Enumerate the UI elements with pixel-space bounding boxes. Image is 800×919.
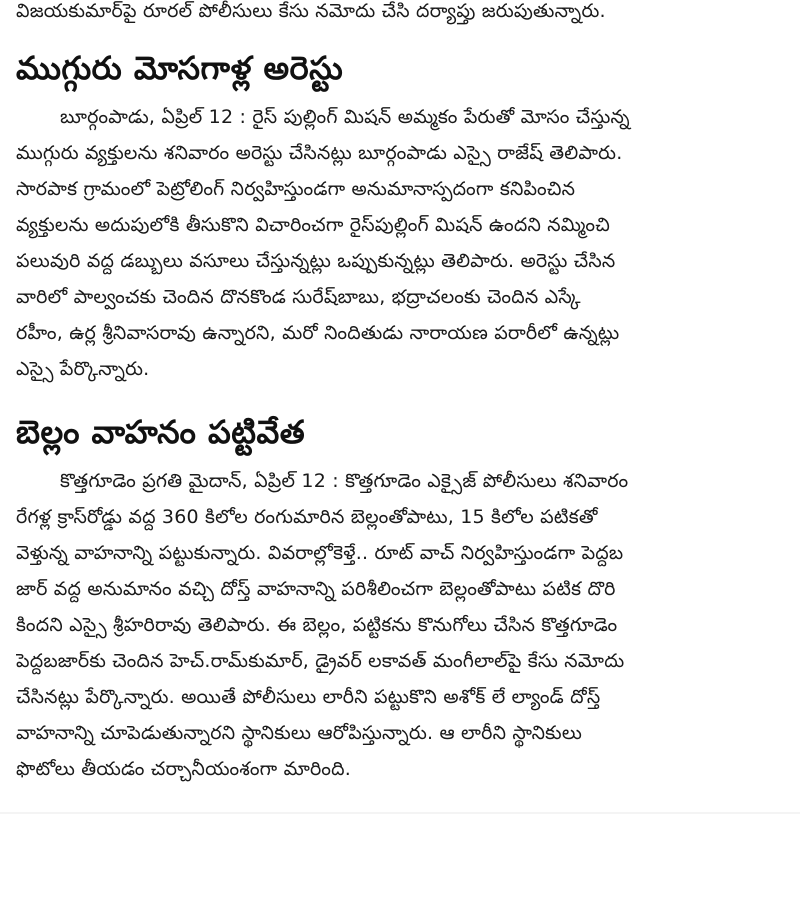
story2-line: కిందని ఎస్సై శ్రీహరిరావు తెలిపారు. ఈ బెల్లం, పట్టికను కొనుగోలు చేసిన కొత్తగూడెం: [16, 614, 618, 636]
story1-line: వారిలో పాల్వంచకు చెందిన దొనకొండ సురేష్‌బాబు, భద్రాచలంకు చెందిన ఎస్కే: [16, 286, 581, 308]
story2-line: జార్ వద్ద అనుమానం వచ్చి దోస్త్ వాహనాన్ని పరిశీలించగా బెల్లంతోపాటు పటిక దొరి: [16, 578, 616, 600]
story2-headline: బెల్లం వాహనం పట్టివేత: [16, 413, 306, 451]
story2-line: రేగళ్ల క్రాస్‌రోడ్డు వద్ద 360 కిలోల రంగుమారిన బెల్లంతోపాటు, 15 కిలోల పటికతో: [16, 506, 598, 528]
story2-line: వెళ్తున్న వాహనాన్ని పట్టుకున్నారు. వివరాల్లోకెళ్తే.. రూట్ వాచ్ నిర్వహిస్తుండగా పెద్దబ: [16, 542, 624, 564]
story2-line: కొత్తగూడెం ప్రగతి మైదాన్, ఏప్రిల్ 12 : కొత్తగూడెం ఎక్సైజ్ పోలీసులు శనివారం: [60, 470, 629, 492]
story1-line: ఎస్సై పేర్కొన్నారు.: [16, 358, 150, 380]
story2-line: పెద్దబజార్‌కు చెందిన హెచ్.రామ్‌కుమార్, డ్రైవర్ లకావత్ మంగీలాల్‌పై కేసు నమోదు: [16, 650, 625, 672]
story2-line: ఫొటోలు తీయడం చర్చానీయంశంగా మారింది.: [16, 758, 351, 780]
story2-line: వాహనాన్ని చూపెడుతున్నారని స్థానికులు ఆరోపిస్తున్నారు. ఆ లారీని స్థానికులు: [16, 722, 583, 744]
story1-line: పలువురి వద్ద డబ్బులు వసూలు చేస్తున్నట్లు ఒప్పుకున్నట్లు తెలిపారు. అరెస్టు చేసిన: [16, 250, 616, 272]
story1-line: రహీం, ఉర్ల శ్రీనివాసరావు ఉన్నారని, మరో నిందితుడు నారాయణ పరారీలో ఉన్నట్లు: [16, 322, 620, 344]
story1-line: సారపాక గ్రామంలో పెట్రోలింగ్ నిర్వహిస్తుండగా అనుమానాస్పదంగా కనిపించిన: [16, 178, 576, 200]
story1-headline: ముగ్గురు మోసగాళ్ల అరెస్టు: [16, 49, 344, 87]
page-divider: [0, 812, 800, 814]
previous-story-last-line: విజయకుమార్‌పై రూరల్ పోలీసులు కేసు నమోదు చేసి దర్యాప్తు జరుపుతున్నారు.: [16, 0, 606, 22]
story2-line: చేసినట్లు పేర్కొన్నారు. అయితే పోలీసులు లారీని పట్టుకొని అశోక్ లే ల్యాండ్ దోస్త్: [16, 686, 601, 708]
story1-line: ముగ్గురు వ్యక్తులను శనివారం అరెస్టు చేసినట్లు బూర్గంపాడు ఎస్సై రాజేష్ తెలిపారు.: [16, 142, 623, 164]
story1-line: వ్యక్తులను అదుపులోకి తీసుకొని విచారించగా రైస్‌పుల్లింగ్ మిషన్ ఉందని నమ్మించి: [16, 214, 610, 236]
story1-line: బూర్గంపాడు, ఏప్రిల్ 12 : రైస్ పుల్లింగ్ మిషన్ అమ్మకం పేరుతో మోసం చేస్తున్న: [60, 106, 630, 128]
